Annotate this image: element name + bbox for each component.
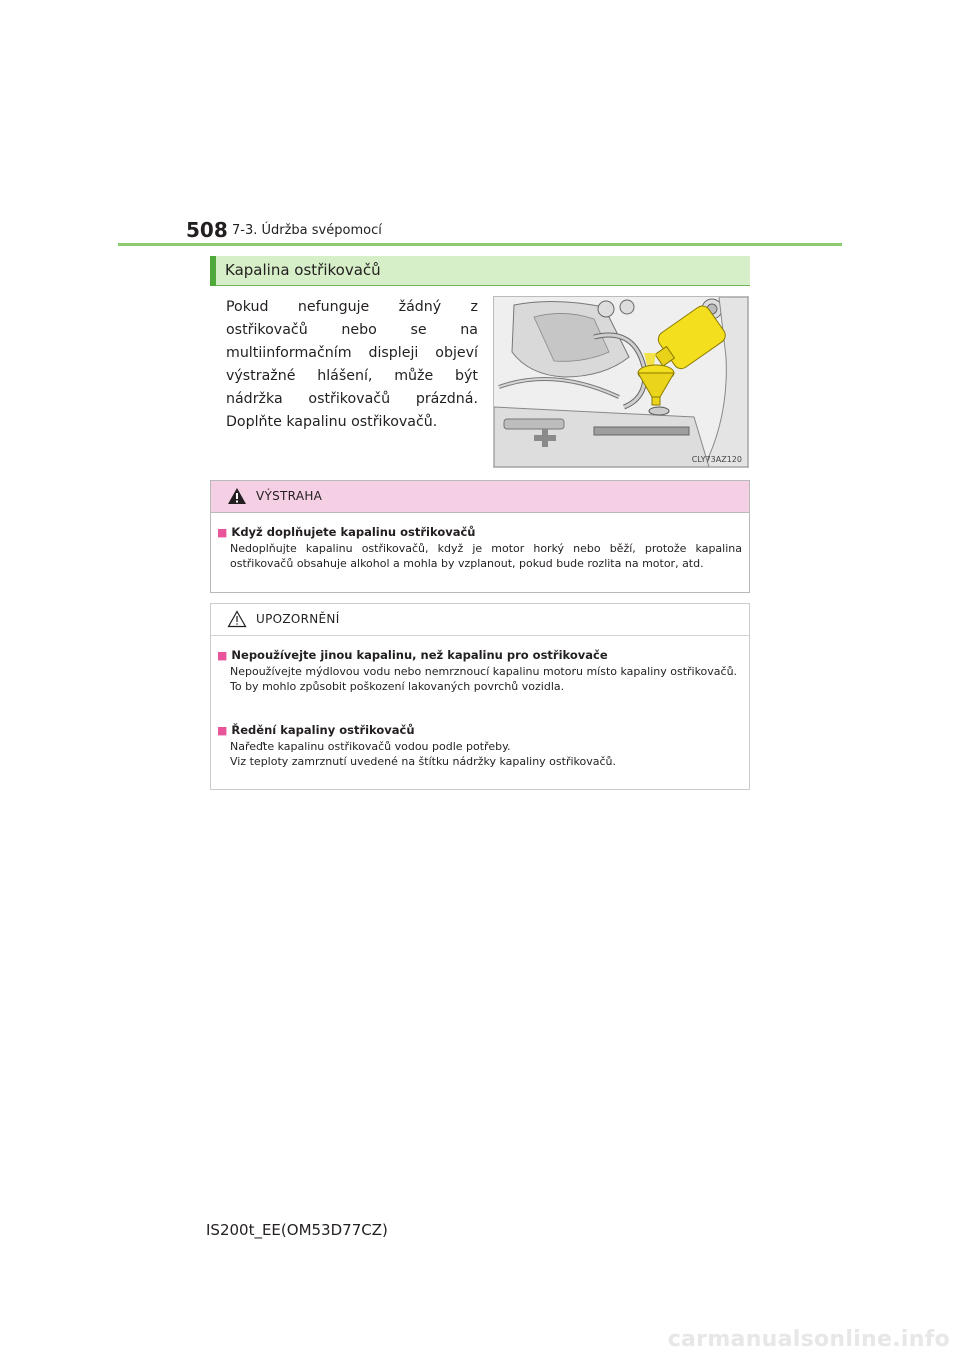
warning-triangle-icon (227, 487, 247, 505)
warning-item (217, 524, 742, 571)
warning-box (210, 480, 750, 593)
caution-title: UPOZORNĚNÍ (256, 612, 340, 626)
section-heading (210, 256, 750, 286)
bullet-square-icon: ■ (217, 649, 228, 662)
footer-model-code: IS200t_EE(OM53D77CZ) (206, 1221, 388, 1239)
page-number: 508 (186, 218, 228, 242)
caution-item-body-2: To by mohlo způsobit poškození lakovaných povrchů vozidla. (230, 680, 565, 693)
caution-item (217, 722, 742, 769)
section-heading-label: Kapalina ostřikovačů (225, 261, 381, 279)
header-divider (118, 243, 842, 246)
caution-triangle-icon (227, 610, 247, 628)
warning-item-title: ■ Když doplňujete kapalinu ostřikovačů (217, 525, 476, 539)
warning-title: VÝSTRAHA (256, 489, 323, 503)
caution-item-body-2: Viz teploty zamrznutí uvedené na štítku nádržky kapaliny ostřikovačů. (230, 755, 617, 768)
warning-header (211, 481, 749, 513)
engine-bay-illustration (493, 296, 749, 468)
bullet-square-icon: ■ (217, 724, 228, 737)
caution-item-title: ■ Nepoužívejte jinou kapalinu, než kapalinu pro ostřikovače (217, 648, 608, 662)
watermark: carmanualsonline.info (667, 1327, 950, 1352)
warning-item-body: Nedoplňujte kapalinu ostřikovačů, když je motor horký nebo běží, protože kapalina ostřikovačů obsahuje alkohol a mohla by vzplanout, pokud bude rozlita na motor, atd. (230, 542, 742, 570)
bullet-square-icon: ■ (217, 526, 228, 539)
caution-header (211, 604, 749, 636)
caution-box (210, 603, 750, 790)
intro-paragraph: Pokud nefunguje žádný z ostřikovačů nebo se na multiinformačním displeji objeví výstražné hlášení, může být nádržka ostřikovačů prázdná. Doplňte kapalinu ostřikovačů. (226, 299, 478, 430)
caution-item (217, 647, 742, 694)
heading-accent-bar (210, 256, 216, 286)
illustration-code-label: CLY73AZ120 (691, 455, 742, 464)
caution-item-body: Nařeďte kapalinu ostřikovačů vodou podle potřeby. (230, 740, 511, 753)
chapter-title: 7-3. Údržba svépomocí (232, 223, 382, 238)
caution-item-title: ■ Ředění kapaliny ostřikovačů (217, 723, 415, 737)
caution-item-body: Nepoužívejte mýdlovou vodu nebo nemrznoucí kapalinu motoru místo kapaliny ostřikovačů. (230, 665, 738, 678)
